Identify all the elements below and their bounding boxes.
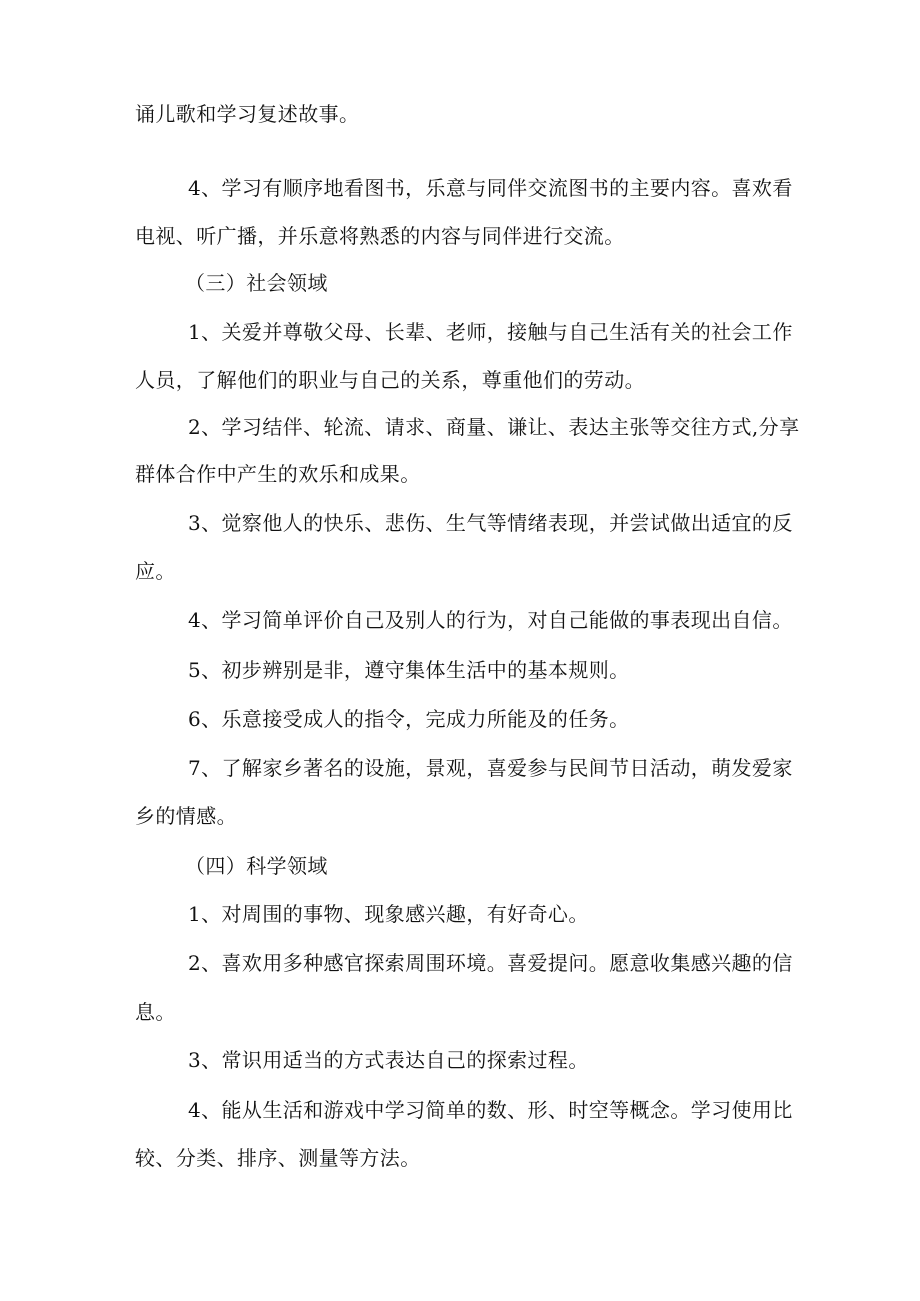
social-item-1-line-1: 1、关爱并尊敬父母、长辈、老师，接触与自己生活有关的社会工作 bbox=[188, 320, 793, 344]
science-item-3: 3、常识用适当的方式表达自己的探索过程。 bbox=[188, 1048, 589, 1072]
science-item-1: 1、对周围的事物、现象感兴趣，有好奇心。 bbox=[188, 902, 589, 926]
science-item-4-line-1: 4、能从生活和游戏中学习简单的数、形、时空等概念。学习使用比 bbox=[188, 1098, 793, 1122]
paragraph-continuation-language-3: 诵儿歌和学习复述故事。 bbox=[135, 102, 360, 126]
science-item-2-line-2: 息。 bbox=[135, 1000, 176, 1024]
social-item-6: 6、乐意接受成人的指令，完成力所能及的任务。 bbox=[188, 707, 630, 731]
social-item-7-line-1: 7、了解家乡著名的设施，景观，喜爱参与民间节日活动，萌发爱家 bbox=[188, 756, 793, 780]
science-item-4-line-2: 较、分类、排序、测量等方法。 bbox=[135, 1146, 421, 1170]
social-item-3-line-2: 应。 bbox=[135, 559, 176, 583]
science-item-2-line-1: 2、喜欢用多种感官探索周围环境。喜爱提问。愿意收集感兴趣的信 bbox=[188, 951, 793, 975]
language-item-4-line-2: 电视、听广播，并乐意将熟悉的内容与同伴进行交流。 bbox=[135, 224, 625, 248]
social-item-5: 5、初步辨别是非，遵守集体生活中的基本规则。 bbox=[188, 658, 630, 682]
social-item-4: 4、学习简单评价自己及别人的行为，对自己能做的事表现出自信。 bbox=[188, 608, 793, 632]
social-item-2-line-1: 2、学习结伴、轮流、请求、商量、谦让、表达主张等交往方式,分享 bbox=[188, 415, 800, 439]
social-item-7-line-2: 乡的情感。 bbox=[135, 804, 237, 828]
social-item-3-line-1: 3、觉察他人的快乐、悲伤、生气等情绪表现，并尝试做出适宜的反 bbox=[188, 511, 793, 535]
section-heading-social: （三）社会领域 bbox=[185, 271, 328, 295]
section-heading-science: （四）科学领域 bbox=[185, 854, 328, 878]
language-item-4-line-1: 4、学习有顺序地看图书，乐意与同伴交流图书的主要内容。喜欢看 bbox=[188, 176, 793, 200]
social-item-2-line-2: 群体合作中产生的欢乐和成果。 bbox=[135, 462, 421, 486]
social-item-1-line-2: 人员，了解他们的职业与自己的关系，尊重他们的劳动。 bbox=[135, 368, 645, 392]
